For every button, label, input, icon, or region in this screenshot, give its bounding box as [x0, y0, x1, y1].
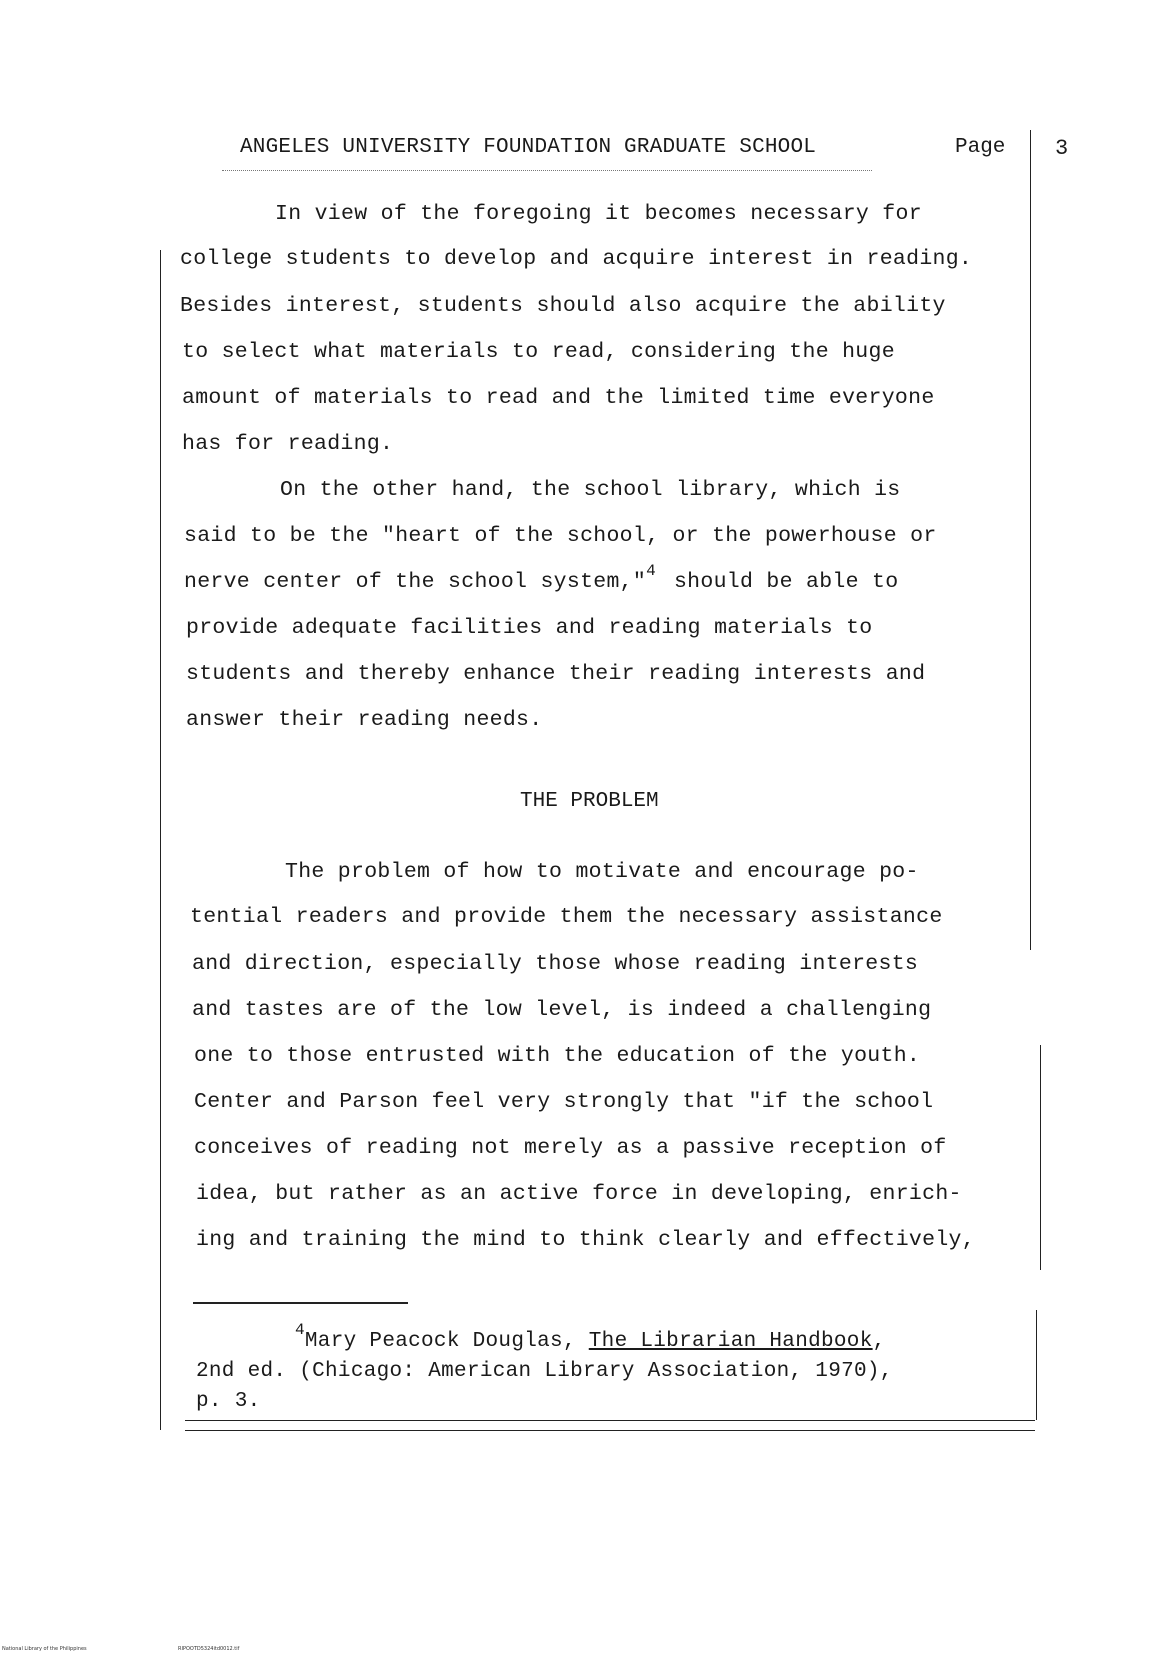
body-line: answer their reading needs. — [186, 708, 543, 732]
scan-source-label: National Library of the Philippines — [2, 1646, 87, 1652]
scan-file-label: RIPOOTD5324itd0012.tif — [178, 1646, 240, 1652]
page-number: 3 — [1055, 136, 1069, 161]
footnote-line-1 — [295, 1321, 886, 1353]
body-line: said to be the "heart of the school, or the powerhouse or — [184, 524, 937, 548]
footnote-comma: , — [872, 1330, 886, 1353]
footnote-line-2: 2nd ed. (Chicago: American Library Association, 1970), — [196, 1360, 893, 1383]
footnote-number: 4 — [295, 1321, 305, 1339]
body-line: college students to develop and acquire interest in reading. — [180, 247, 973, 271]
right-margin-rule-bottom — [1036, 1310, 1037, 1420]
institution-header: ANGELES UNIVERSITY FOUNDATION GRADUATE SCHOOL — [240, 136, 817, 159]
footnote-reference: 4 — [646, 562, 656, 580]
problem-line: one to those entrusted with the education of the youth. — [194, 1044, 921, 1068]
left-margin-rule — [160, 250, 161, 1430]
problem-line: and tastes are of the low level, is indeed a challenging — [192, 998, 932, 1022]
body-line: In view of the foregoing it becomes necessary for — [275, 202, 922, 226]
footnote-line-3: p. 3. — [196, 1390, 261, 1413]
body-line: students and thereby enhance their reading interests and — [186, 662, 926, 686]
page-label: Page — [955, 136, 1006, 159]
footnote-book-title: The Librarian Handbook — [588, 1330, 873, 1353]
body-line: provide adequate facilities and reading materials to — [186, 616, 873, 640]
problem-line: and direction, especially those whose reading interests — [192, 952, 919, 976]
problem-line: conceives of reading not merely as a passive reception of — [194, 1136, 947, 1160]
right-margin-rule-middle — [1040, 1045, 1041, 1270]
page-bottom-rule — [185, 1420, 1035, 1421]
right-margin-rule-top — [1030, 130, 1031, 950]
section-heading: THE PROBLEM — [520, 790, 659, 813]
footnote-separator — [193, 1302, 408, 1304]
body-line: Besides interest, students should also acquire the ability — [180, 294, 946, 318]
body-line: amount of materials to read and the limited time everyone — [182, 386, 935, 410]
header-underline — [222, 170, 872, 171]
page-bottom-rule-secondary — [185, 1430, 1035, 1431]
problem-line: ing and training the mind to think clearly and effectively, — [196, 1228, 975, 1252]
problem-line: tential readers and provide them the necessary assistance — [190, 905, 943, 929]
body-line-text: nerve center of the school system," — [184, 570, 647, 594]
problem-line: Center and Parson feel very strongly that "if the school — [194, 1090, 934, 1114]
body-line: On the other hand, the school library, which is — [280, 478, 901, 502]
problem-line: idea, but rather as an active force in developing, enrich- — [196, 1182, 962, 1206]
body-line-text-continued: should be able to — [673, 570, 899, 594]
body-line-with-footnote — [184, 562, 899, 594]
footnote-author: Mary Peacock Douglas, — [304, 1330, 589, 1353]
body-line: has for reading. — [182, 432, 394, 456]
problem-line: The problem of how to motivate and encourage po- — [285, 860, 919, 884]
body-line: to select what materials to read, considering the huge — [182, 340, 895, 364]
